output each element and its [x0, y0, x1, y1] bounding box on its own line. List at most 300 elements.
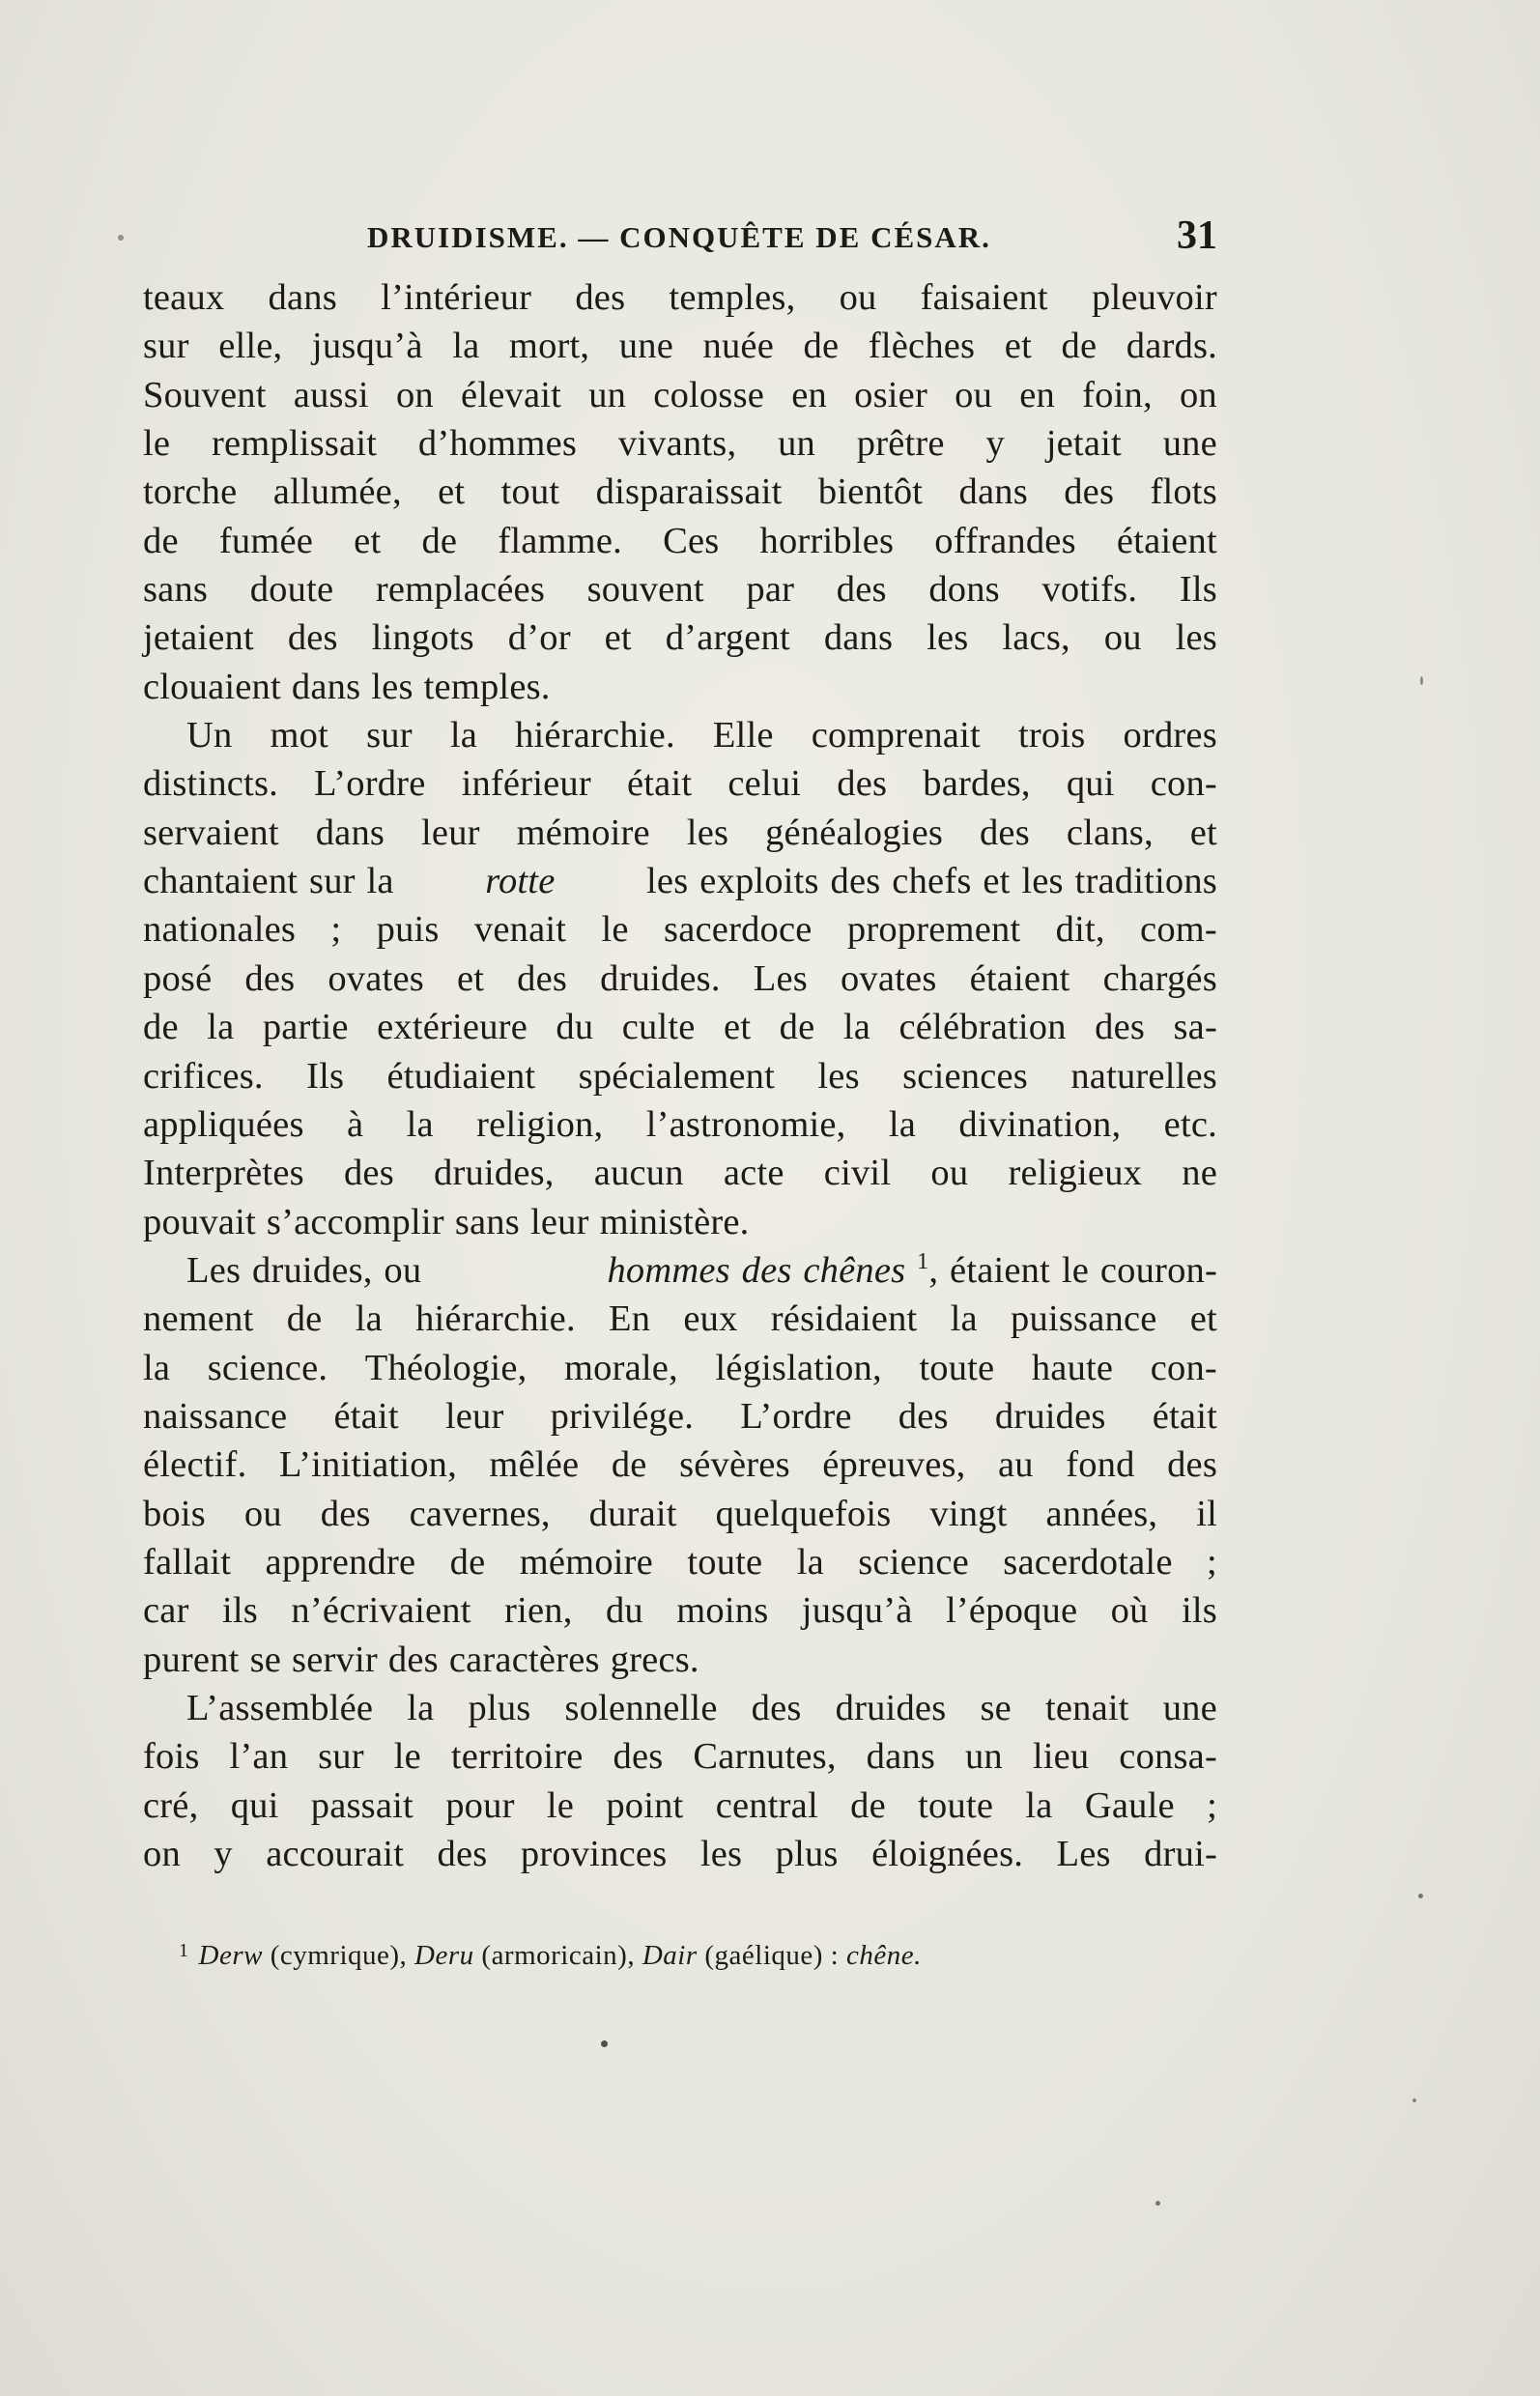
word: con- [1150, 1347, 1217, 1388]
word: elle, [218, 326, 283, 367]
word: il [1196, 1493, 1217, 1534]
text-line [143, 1684, 1217, 1732]
word: dans [268, 277, 337, 318]
word: Souvent [143, 374, 267, 415]
word: teaux [143, 277, 225, 318]
word: en [1019, 374, 1055, 415]
footnote-term: Deru [414, 1940, 474, 1971]
word: colosse [653, 374, 765, 415]
word: un [778, 423, 815, 465]
word: une [1162, 423, 1217, 465]
word: l’an [229, 1736, 289, 1778]
word: puis [376, 909, 440, 951]
word: druides [994, 1395, 1106, 1437]
word: plus [775, 1834, 839, 1874]
word: fumée [218, 520, 314, 561]
word: la [1025, 1784, 1053, 1826]
word: des [898, 1395, 949, 1437]
text-line [143, 1149, 1217, 1197]
word: moins [676, 1590, 769, 1632]
word: de [1061, 326, 1098, 367]
word: con- [1150, 763, 1217, 805]
text-line [143, 1052, 1217, 1100]
paper-speck [1420, 676, 1423, 685]
word: du [605, 1590, 643, 1632]
word: culte [621, 1007, 696, 1048]
word: et [1004, 326, 1032, 367]
word: à [346, 1103, 364, 1145]
word: religieux [1008, 1153, 1143, 1194]
word: ou [839, 277, 877, 318]
text-line [143, 809, 1217, 857]
page-number: 31 [1177, 214, 1217, 258]
text-line [143, 1490, 1217, 1538]
word: cavernes, [409, 1493, 551, 1534]
word: ; [1207, 1784, 1217, 1826]
word: chargés [1102, 957, 1217, 999]
word: faisaient [920, 277, 1048, 318]
word: flèches [868, 326, 976, 367]
text-line [143, 1295, 1217, 1343]
word: une [618, 326, 673, 367]
word: de [421, 520, 458, 561]
word: d’argent [665, 617, 790, 659]
paper-speck [1155, 2201, 1160, 2206]
word: ministère. [599, 1201, 750, 1242]
footnote-marker: 1 [179, 1940, 189, 1961]
word: un [588, 374, 627, 415]
word: sans [143, 569, 209, 611]
word: était [1152, 1395, 1217, 1437]
word: offrandes [934, 520, 1076, 561]
word: L’assemblée [186, 1687, 374, 1728]
word: durait [588, 1493, 677, 1534]
word: remplacées [375, 569, 546, 611]
text-line [143, 1344, 1217, 1392]
word: car [143, 1590, 189, 1632]
word: qui [230, 1784, 279, 1826]
word: mot [270, 715, 329, 756]
word: apprendre [265, 1541, 416, 1583]
word: spécialement [578, 1055, 776, 1097]
word: un [964, 1736, 1003, 1778]
word: la [888, 1103, 917, 1145]
word: servaient [143, 812, 279, 853]
word: ovates [840, 957, 937, 999]
word: accourait [266, 1834, 405, 1874]
word: sacerdotale [1003, 1541, 1173, 1583]
text-line [143, 322, 1217, 370]
word: temples. [423, 666, 551, 707]
word: épreuves, [822, 1444, 966, 1486]
word: sciences [902, 1055, 1028, 1097]
word: Gaule [1084, 1784, 1175, 1826]
text-line [143, 1830, 1217, 1878]
word: au [997, 1444, 1034, 1486]
word: doute [249, 569, 334, 611]
word: L’ordre [314, 763, 426, 805]
word: la [355, 1298, 383, 1340]
word: ne [1182, 1153, 1217, 1194]
footnote-term: Dair [642, 1940, 698, 1971]
word: l’intérieur [381, 277, 532, 318]
word: et [724, 1007, 752, 1048]
word: Interprètes [143, 1153, 304, 1194]
word: flots [1150, 471, 1217, 513]
word: mémoire [516, 812, 650, 853]
word: le [601, 909, 629, 951]
word: des [244, 957, 296, 999]
word: les [927, 617, 969, 659]
word: ; [330, 909, 342, 951]
word: des [387, 1639, 439, 1680]
word: tenait [1044, 1687, 1129, 1728]
word: résidaient [770, 1298, 918, 1340]
word: la [207, 1007, 235, 1048]
text-line-mixed [143, 1246, 1217, 1295]
word: vingt [929, 1493, 1008, 1534]
word: point [606, 1784, 684, 1826]
word: grecs. [610, 1639, 699, 1680]
word: de [611, 1444, 647, 1486]
word: divination, [958, 1103, 1122, 1145]
word: druides [835, 1687, 947, 1728]
text-line [143, 1440, 1217, 1489]
word: hiérarchie. [415, 1298, 576, 1340]
word: des [836, 569, 887, 611]
text-line [143, 1100, 1217, 1149]
word: dit, [1055, 909, 1105, 951]
word: nuée [702, 326, 775, 367]
word: de [143, 1007, 179, 1048]
text-line [143, 1538, 1217, 1586]
word: qui [1066, 763, 1115, 805]
word: était [333, 1395, 399, 1437]
word: ou [243, 1493, 282, 1534]
word: pouvait [143, 1201, 256, 1242]
text-line [143, 759, 1217, 808]
word: aucun [593, 1153, 684, 1194]
word: jusqu’à [311, 326, 423, 367]
word: des [575, 277, 626, 318]
text-line [143, 1198, 1217, 1246]
word: lacs, [1002, 617, 1070, 659]
word: lieu [1032, 1736, 1090, 1778]
text-line [143, 468, 1217, 516]
word: les [817, 1055, 860, 1097]
word: étaient [1116, 520, 1217, 561]
text-run: les exploits des chefs et les traditions [646, 861, 1217, 902]
word: se [249, 1639, 282, 1680]
word: et [604, 617, 632, 659]
running-title: DRUIDISME. — CONQUÊTE DE CÉSAR. [367, 220, 991, 254]
word: druides, [434, 1153, 555, 1194]
word: morale, [563, 1347, 678, 1388]
footnote-text: (gaélique) : [704, 1940, 840, 1971]
word: législation, [715, 1347, 882, 1388]
word: celui [727, 763, 802, 805]
word: hiérarchie. [515, 715, 675, 756]
word: de [143, 520, 179, 561]
word: acte [723, 1153, 784, 1194]
footnote-text: (armoricain), [481, 1940, 636, 1971]
word: mêlée [489, 1444, 580, 1486]
word: le [143, 423, 171, 465]
word: mémoire [519, 1541, 653, 1583]
word: Les [1056, 1834, 1111, 1874]
word: sacerdoce [664, 909, 813, 951]
word: et [1189, 1298, 1217, 1340]
word: souvent [586, 569, 704, 611]
word: n’écrivaient [291, 1590, 471, 1632]
word: disparaissait [595, 471, 783, 513]
word: de [286, 1298, 323, 1340]
word: science [858, 1541, 969, 1583]
footnote-term: Derw [198, 1940, 263, 1971]
word: leur [421, 812, 480, 853]
word: les [1175, 617, 1217, 659]
text-line-mixed [143, 857, 1217, 905]
word: généalogies [765, 812, 944, 853]
italic-with-note [607, 1246, 1217, 1295]
word: on [395, 374, 434, 415]
word: l’époque [945, 1590, 1078, 1632]
text-line [143, 613, 1217, 662]
word: naissance [143, 1395, 288, 1437]
word: et [456, 957, 485, 999]
word: de [850, 1784, 886, 1826]
word: solennelle [564, 1687, 718, 1728]
word: civil [823, 1153, 892, 1194]
word: le [393, 1736, 421, 1778]
word: d’hommes [417, 423, 578, 465]
text-run: , étaient le couron- [928, 1249, 1217, 1291]
word: fond [1066, 1444, 1135, 1486]
word: sur [318, 1736, 364, 1778]
text-line [143, 711, 1217, 759]
word: com- [1140, 909, 1217, 951]
word: dans [823, 617, 894, 659]
word: clouaient [143, 666, 281, 707]
word: éloignées. [871, 1834, 1024, 1874]
word: célébration [898, 1007, 1067, 1048]
word: fallait [143, 1541, 232, 1583]
word: venait [473, 909, 567, 951]
word: jusqu’à [801, 1590, 913, 1632]
word: bois [143, 1493, 206, 1534]
word: la [452, 326, 480, 367]
word: vivants, [617, 423, 737, 465]
word: la [143, 1347, 171, 1388]
word: élevait [461, 374, 562, 415]
word: extérieure [377, 1007, 528, 1048]
word: mort, [508, 326, 590, 367]
word: Ils [1179, 569, 1217, 611]
word: l’astronomie, [645, 1103, 846, 1145]
word: temples, [669, 277, 796, 318]
word: bardes, [923, 763, 1031, 805]
word: clans, [1066, 812, 1154, 853]
word: religion, [476, 1103, 604, 1145]
word: la [449, 715, 477, 756]
word: sur [143, 326, 189, 367]
body-text [143, 273, 1217, 1878]
word: passait [310, 1784, 414, 1826]
word: des [751, 1687, 802, 1728]
word: rien, [504, 1590, 573, 1632]
word: dans [291, 666, 361, 707]
word: pour [445, 1784, 515, 1826]
word: L’initiation, [278, 1444, 457, 1486]
word: de [449, 1541, 486, 1583]
word: des [343, 1153, 394, 1194]
word: une [1162, 1687, 1217, 1728]
word: y [214, 1834, 233, 1874]
text-line [143, 905, 1217, 954]
word: la [407, 1687, 435, 1728]
word: ils [222, 1590, 258, 1632]
word: on [1179, 374, 1217, 415]
paper-speck [1412, 2098, 1416, 2102]
word: tout [500, 471, 560, 513]
word: par [746, 569, 795, 611]
text-line [143, 565, 1217, 613]
text-line [143, 517, 1217, 565]
footnote-text: (cymrique), [270, 1940, 408, 1971]
word: la [842, 1007, 871, 1048]
word: partie [262, 1007, 349, 1048]
word: des [287, 617, 338, 659]
word: trois [1017, 715, 1086, 756]
word: Elle [712, 715, 774, 756]
word: était [626, 763, 693, 805]
word: ou [955, 374, 993, 415]
word: leur [444, 1395, 504, 1437]
word: flamme. [498, 520, 622, 561]
word: servir [292, 1639, 378, 1680]
word: la [950, 1298, 978, 1340]
word: Ces [663, 520, 720, 561]
word: les [686, 812, 729, 853]
word: nationales [143, 909, 297, 951]
word: posé [143, 957, 213, 999]
word: science. [207, 1347, 328, 1388]
word: votifs. [1041, 569, 1138, 611]
word: des [437, 1834, 488, 1874]
text-line [143, 273, 1217, 322]
word: quelquefois [715, 1493, 892, 1534]
word: naturelles [1070, 1055, 1217, 1097]
word: sans [454, 1201, 520, 1242]
word: étaient [969, 957, 1070, 999]
word: foin, [1082, 374, 1153, 415]
word: allumée, [272, 471, 402, 513]
running-head [145, 214, 1217, 259]
word: comprenait [811, 715, 981, 756]
word: caractères [448, 1639, 600, 1680]
word: drui- [1144, 1834, 1217, 1874]
word: et [1189, 812, 1217, 853]
word: etc. [1163, 1103, 1217, 1145]
text-line [143, 663, 1217, 711]
word: sur [366, 715, 413, 756]
word: appliquées [143, 1103, 304, 1145]
word: des [517, 957, 568, 999]
word: lingots [371, 617, 474, 659]
text-run: chantaient sur la [143, 861, 394, 902]
word: osier [854, 374, 927, 415]
word: dards. [1126, 326, 1217, 367]
word: jetait [1045, 423, 1122, 465]
word: eux [683, 1298, 738, 1340]
word: des [1095, 1007, 1146, 1048]
word: plus [468, 1687, 531, 1728]
word: de [803, 326, 840, 367]
word: nement [143, 1298, 254, 1340]
word: de [779, 1007, 815, 1048]
footnote [179, 1940, 922, 1972]
word: électif. [143, 1444, 247, 1486]
word: et [354, 520, 382, 561]
text-line [143, 955, 1217, 1003]
word: s’accomplir [266, 1201, 444, 1242]
word: cré, [143, 1784, 199, 1826]
word: pleuvoir [1092, 277, 1217, 318]
word: la [796, 1541, 824, 1583]
word: remplissait [211, 423, 378, 465]
text-run: Les druides, ou [186, 1249, 422, 1291]
word: central [715, 1784, 818, 1826]
word: Ils [306, 1055, 345, 1097]
word: ou [930, 1153, 969, 1194]
text-line [143, 419, 1217, 468]
word: prêtre [856, 423, 945, 465]
word: En [609, 1298, 651, 1340]
text-line [143, 1732, 1217, 1781]
word: haute [1031, 1347, 1114, 1388]
italic-term: rotte [485, 861, 556, 902]
word: privilége. [550, 1395, 695, 1437]
word: les [371, 666, 414, 707]
word: toute [687, 1541, 763, 1583]
word: ils [1181, 1590, 1217, 1632]
word: bientôt [817, 471, 924, 513]
word: d’or [507, 617, 571, 659]
word: années, [1045, 1493, 1158, 1534]
word: jetaient [143, 617, 254, 659]
word: toute [919, 1347, 995, 1388]
text-line [143, 1782, 1217, 1830]
footnote-term: chêne. [845, 1940, 922, 1971]
word: leur [529, 1201, 589, 1242]
word: où [1110, 1590, 1149, 1632]
paper-speck [1418, 1894, 1423, 1898]
word: des [1064, 471, 1115, 513]
word: puissance [1011, 1298, 1157, 1340]
word: des [837, 763, 888, 805]
word: sa- [1173, 1007, 1217, 1048]
word: distincts. [143, 763, 278, 805]
word: y [985, 423, 1005, 465]
word: aussi [293, 374, 369, 415]
word: purent [143, 1639, 240, 1680]
word: crifices. [143, 1055, 264, 1097]
word: territoire [450, 1736, 584, 1778]
word: inférieur [461, 763, 591, 805]
word: toute [918, 1784, 994, 1826]
word: se [980, 1687, 1012, 1728]
word: des [979, 812, 1030, 853]
